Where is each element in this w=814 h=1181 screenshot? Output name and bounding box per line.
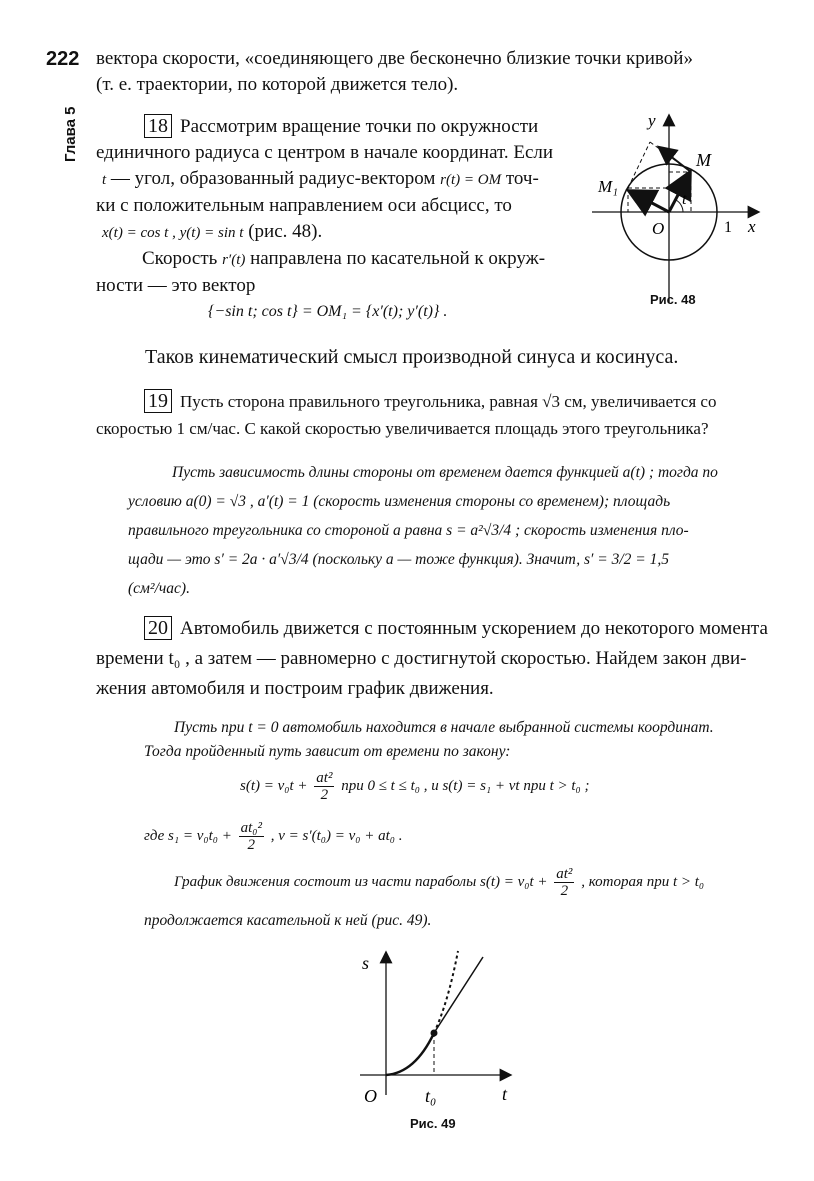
tangent-line — [434, 957, 483, 1033]
p20-formula-1 — [240, 770, 590, 803]
summary-line: Таков кинематический смысл производной синуса и косинуса. — [145, 346, 679, 368]
fig48-label-m: M — [696, 150, 711, 170]
chapter-label — [62, 96, 82, 166]
fig48-label-x: x — [748, 217, 756, 236]
p19-sol-2: условию a(0) = √3 , a′(t) = 1 (скорость изменения стороны со временем); площадь — [128, 493, 671, 510]
parabola-dashed — [434, 951, 458, 1033]
intro-line-2: (т. е. траектории, по которой движется тело). — [96, 74, 459, 95]
fig48-label-y: y — [648, 111, 656, 130]
p20-formula-2 — [144, 820, 403, 853]
tangent-point — [431, 1030, 438, 1037]
p19-sol-3: правильного треугольника со стороной a равна s = a²√3/4 ; скорость изменения пло- — [128, 522, 689, 539]
p19-line-1b: см, увеличивается со — [564, 392, 717, 411]
p18-rprime: r′(t) — [222, 252, 246, 268]
p18-line-3-end: точ- — [505, 168, 539, 189]
p20-g1-num: at² — [556, 866, 573, 882]
p20-f2-frac — [239, 820, 264, 853]
p18-xy-formula: x(t) = cos t , y(t) = sin t — [102, 225, 244, 241]
p19-sol-1: Пусть зависимость длины стороны от временем дается функцией a(t) ; тогда по — [172, 464, 718, 481]
p20-sol-1: Пусть при t = 0 автомобиль находится в начале выбранной системы координат. — [174, 719, 714, 736]
dash-tangent-1 — [628, 142, 650, 188]
problem-number-20: 20 — [144, 616, 172, 640]
p20-f2-den: 2 — [247, 837, 256, 853]
p20-f2-left: где s₁ = v₀t₀ + — [144, 827, 232, 844]
p20-g1-left: График движения состоит из части параболы s(t) = v₀t + — [174, 873, 548, 890]
p20-f1-num: at² — [316, 770, 333, 786]
velocity-vector — [660, 148, 691, 172]
p20-sol-2: Тогда пройденный путь зависит от времени по закону: — [144, 743, 511, 760]
p20-f1-left: s(t) = v₀t + — [240, 777, 308, 794]
p18-line-6a: Скорость — [142, 248, 218, 269]
p20-graph-text-2: продолжается касательной к ней (рис. 49). — [144, 912, 432, 929]
p18-vector-formula: {−sin t; cos t} = OM₁ = {x′(t); y′(t)} . — [208, 303, 448, 320]
p19-line-1a: Пусть сторона правильного треугольника, равная — [180, 392, 538, 411]
p18-line-4: ки с положительным направлением оси абсцисс, то — [96, 195, 512, 216]
p20-line-3: жения автомобиля и построим график движения. — [96, 678, 494, 699]
p20-graph-text-1 — [174, 866, 704, 899]
p18-line-2: единичного радиуса с центром в начале координат. Если — [96, 142, 554, 163]
chapter-text: Глава 5 — [62, 106, 79, 162]
p18-line-7: ности — это вектор — [96, 275, 256, 296]
problem-19 — [96, 388, 786, 442]
p19-solution — [128, 458, 778, 603]
p18-line-3: — угол, образованный радиус-вектором — [110, 168, 436, 189]
p18-t-symbol: t — [102, 172, 107, 188]
problem-number-18: 18 — [144, 114, 172, 138]
fig48-label-t: t — [682, 191, 687, 208]
p19-sqrt3: √3 — [542, 392, 560, 411]
p20-g1-den: 2 — [560, 883, 569, 899]
p20-f2-right: , v = s′(t₀) = v₀ + at₀ . — [270, 827, 403, 844]
problem-number-19: 19 — [144, 389, 172, 413]
intro-line-1: вектора скорости, «соединяющего две бесконечно близкие точки кривой» — [96, 48, 693, 69]
p18-line-1: Рассмотрим вращение точки по окружности — [180, 116, 539, 137]
p18-line-5: (рис. 48). — [248, 221, 323, 242]
fig49-caption: Рис. 49 — [410, 1116, 456, 1131]
p20-f1-frac — [314, 770, 334, 803]
fig49-label-s: s — [362, 953, 370, 973]
p18-line-6b: направлена по касательной к окруж- — [250, 248, 546, 269]
intro-paragraph — [96, 46, 776, 98]
p20-g1-right: , которая при t > t₀ — [581, 873, 705, 890]
fig49-label-o: O — [364, 1086, 377, 1106]
p20-solution-intro — [144, 716, 784, 764]
p19-sol-4: щади — это s′ = 2a · a′√3/4 (поскольку a — тоже функция). Значит, s′ = 3/2 = 1,5 — [128, 551, 670, 568]
p19-line-2: скоростью 1 см/час. С какой скоростью увеличивается площадь этого треугольника? — [96, 419, 709, 438]
fig49-label-t: t — [502, 1084, 508, 1104]
figure-49 — [340, 945, 530, 1110]
p18-r-formula: r(t) = OM — [440, 172, 502, 188]
p19-sol-5: (см²/час). — [128, 580, 190, 597]
p20-f1-den: 2 — [320, 787, 329, 803]
fig48-label-1: 1 — [724, 219, 732, 236]
p20-line-1: Автомобиль движется с постоянным ускорением до некоторого момента — [180, 618, 768, 639]
p20-g1-frac — [554, 866, 574, 899]
fig48-label-m1: M₁ — [598, 177, 619, 196]
fig48-label-o: O — [652, 219, 665, 238]
fig48-caption: Рис. 48 — [650, 292, 696, 307]
problem-18 — [96, 114, 566, 325]
parabola-solid — [386, 1033, 434, 1075]
p20-f2-num: at₀² — [240, 820, 262, 836]
p20-line-2: времени t₀ , а затем — равномерно с достигнутой скоростью. Найдем закон дви- — [96, 648, 747, 669]
figure-48 — [590, 108, 770, 308]
vector-om1 — [631, 192, 669, 212]
page-number: 222 — [46, 48, 80, 70]
p20-f1-right: при 0 ≤ t ≤ t₀ , и s(t) = s₁ + vt при t > t₀ ; — [341, 777, 590, 794]
fig49-label-t0: t₀ — [425, 1086, 437, 1106]
problem-20 — [96, 614, 776, 704]
